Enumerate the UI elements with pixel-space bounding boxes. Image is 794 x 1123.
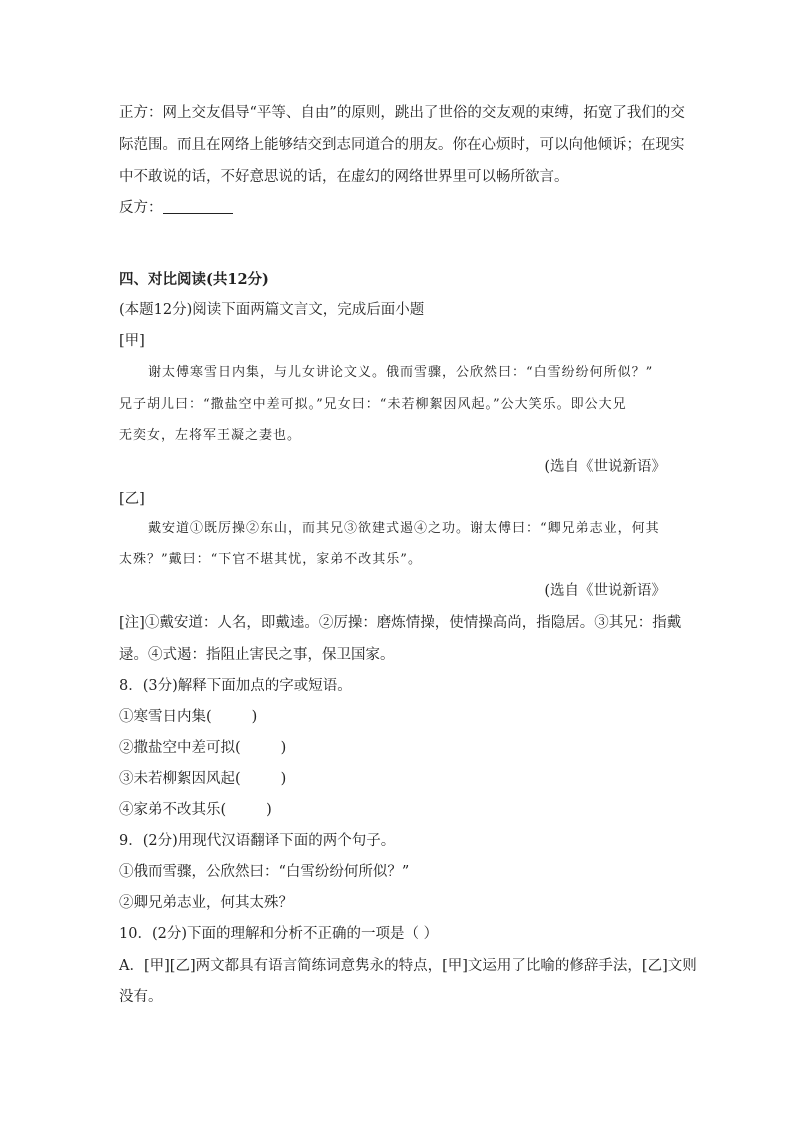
passage-jia-source: (选自《世说新语》 xyxy=(544,459,666,475)
question-8-item-text: ③未若柳絮因风起( xyxy=(119,771,241,787)
debate-zheng-line-1: 正方：网上交友倡导“平等、自由”的原则，跳出了世俗的交友观的束缚，拓宽了我们的交 xyxy=(119,105,685,121)
question-10-option-a-line-1: A．[甲][乙]两文都具有语言简练词意隽永的特点，[甲]文运用了比喻的修辞手法，[乙]文则 xyxy=(119,958,697,974)
section-intro: (本题12分)阅读下面两篇文言文，完成后面小题 xyxy=(119,302,425,318)
passage-yi-line-1: 戴安道①既厉操②东山，而其兄③欲建式遏④之功。谢太傅曰：“卿兄弟志业，何其 xyxy=(148,521,660,536)
answer-blank[interactable] xyxy=(163,199,233,214)
question-8-item-text: ②撒盐空中差可拟( xyxy=(119,740,241,756)
question-8-item-3 xyxy=(119,769,286,789)
close-paren: ) xyxy=(280,740,287,756)
debate-zheng-line-2: 际范围。而且在网络上能够结交到志同道合的朋友。你在心烦时，可以向他倾诉；在现实 xyxy=(119,137,685,153)
passage-yi-label: [乙] xyxy=(119,491,145,507)
question-10: 10．(2分)下面的理解和分析不正确的一项是（ ） xyxy=(119,926,439,942)
debate-fan xyxy=(119,198,233,218)
question-9-item-1: ①俄而雪骤，公欣然曰：“白雪纷纷何所似？” xyxy=(119,864,410,880)
section-heading: 四、对比阅读(共12分) xyxy=(119,271,269,288)
question-9: 9．(2分)用现代汉语翻译下面的两个句子。 xyxy=(119,833,396,849)
passage-jia-label: [甲] xyxy=(119,333,145,349)
question-9-item-2: ②卿兄弟志业，何其太殊？ xyxy=(119,895,293,911)
debate-fan-label: 反方： xyxy=(119,200,163,216)
question-8-item-4 xyxy=(119,800,272,820)
close-paren: ) xyxy=(266,802,272,818)
close-paren: ) xyxy=(280,771,287,787)
passage-jia-line-2: 兄子胡儿曰：“撒盐空中差可拟。”兄女曰：“未若柳絮因风起。”公大笑乐。即公大兄 xyxy=(119,397,627,412)
passage-yi-line-2: 太殊？”戴曰：“下官不堪其忧，家弟不改其乐”。 xyxy=(119,552,422,567)
question-8-item-text: ①寒雪日内集( xyxy=(119,709,212,725)
question-8-item-1 xyxy=(119,707,257,727)
passage-jia-line-1: 谢太傅寒雪日内集，与儿女讲论文义。俄而雪骤，公欣然曰：“白雪纷纷何所似？” xyxy=(148,365,654,380)
passage-jia-line-3: 无奕女，左将军王凝之妻也。 xyxy=(119,428,302,443)
question-8-item-text: ④家弟不改其乐( xyxy=(119,802,227,818)
notes-line-1: [注]①戴安道：人名，即戴逵。②厉操：磨炼情操，使情操高尚，指隐居。③其兄：指戴 xyxy=(119,615,682,631)
question-8: 8．(3分)解释下面加点的字或短语。 xyxy=(119,678,352,694)
debate-zheng-line-3: 中不敢说的话，不好意思说的话，在虚幻的网络世界里可以畅所欲言。 xyxy=(119,169,569,185)
question-10-option-a-line-2: 没有。 xyxy=(119,989,163,1005)
passage-yi-source: (选自《世说新语》 xyxy=(544,583,666,599)
notes-line-2: 逯。④式遏：指阻止害民之事，保卫国家。 xyxy=(119,647,395,663)
close-paren: ) xyxy=(251,709,258,725)
question-8-item-2 xyxy=(119,738,286,758)
